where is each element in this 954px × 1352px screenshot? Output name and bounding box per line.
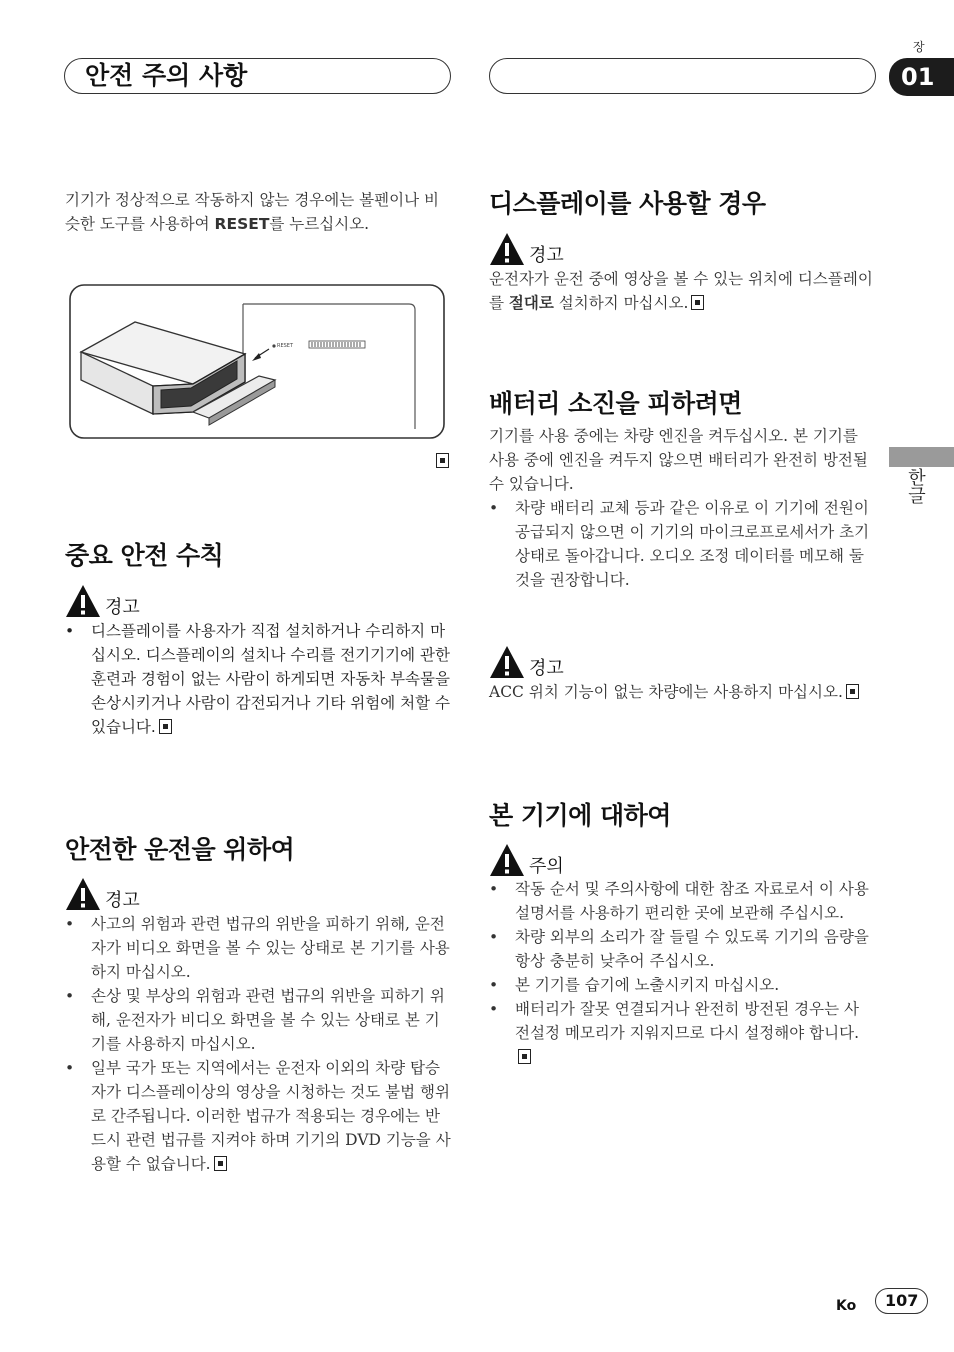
warning-triangle-icon (489, 645, 525, 679)
page-title: 안전 주의 사항 (85, 61, 248, 90)
caution-triangle-icon (489, 843, 525, 877)
section-title-display-use: 디스플레이를 사용할 경우 (489, 189, 766, 218)
section-title-battery: 배터리 소진을 피하려면 (489, 389, 742, 418)
safety-rules-list (65, 619, 453, 739)
list-item: • 작동 순서 및 주의사항에 대한 참조 자료로서 이 사용설명서를 사용하기 편리한 곳에 보관해 주십시오. (489, 877, 873, 925)
reset-keyword: RESET (214, 215, 270, 233)
battery-text: 기기를 사용 중에는 차량 엔진을 켜두십시오. 본 기기를 사용 중에 엔진을 켜두지 않으면 배터리가 완전히 방전될 수 있습니다. (489, 427, 868, 493)
never-keyword: 절대로 (508, 294, 554, 312)
end-mark-icon (846, 684, 859, 699)
chapter-number: 01 (889, 58, 954, 96)
end-mark-icon (691, 295, 704, 310)
caution-header (489, 841, 564, 877)
language-code: Ko (836, 1298, 857, 1314)
reset-intro-text: 기기가 정상적으로 작동하지 않는 경우에는 볼펜이나 비슷한 도구를 사용하여 RESET를 누르십시오. (65, 191, 439, 233)
warning-header (489, 230, 564, 266)
list-item: • 배터리가 잘못 연결되거나 완전히 방전된 경우는 사전설정 메모리가 지워지므로 다시 설정해야 합니다. (489, 997, 873, 1069)
acc-warning-text: ACC 위치 기능이 없는 차량에는 사용하지 마십시오. (489, 680, 873, 704)
list-item: • 손상 및 부상의 위험과 관련 법규의 위반을 피하기 위해, 운전자가 비디오 화면을 볼 수 있는 상태로 본 기기를 사용하지 마십시오. (65, 984, 453, 1056)
section-title-safe-driving: 안전한 운전을 위하여 (65, 835, 295, 864)
list-item: • 사고의 위험과 관련 법규의 위반을 피하기 위해, 운전자가 비디오 화면을 볼 수 있는 상태로 본 기기를 사용하지 마십시오. (65, 912, 453, 984)
list-item: • 디스플레이를 사용자가 직접 설치하거나 수리하지 마십시오. 디스플레이의 설치나 수리를 전기기기에 관한 훈련과 경험이 없는 사람이 하게되면 자동차 부속물을 손상시키거나 사람이 감전되거나 기타 위험에 처할 수 있습니다. (65, 619, 453, 739)
warning-label: 경고 (105, 597, 140, 618)
display-warning-text: 운전자가 운전 중에 영상을 볼 수 있는 위치에 디스플레이를 절대로 설치하지 마십시오. (489, 270, 873, 312)
page-number: 107 (875, 1288, 928, 1314)
caution-label: 주의 (529, 856, 564, 877)
end-mark-icon (159, 719, 172, 734)
header-right-box (489, 58, 876, 94)
language-tab (889, 447, 954, 467)
battery-list (489, 496, 873, 592)
warning-label: 경고 (105, 890, 140, 911)
reset-illustration (69, 284, 445, 439)
safe-driving-list (65, 912, 453, 1176)
about-unit-list (489, 877, 873, 1069)
list-item: • 본 기기를 습기에 노출시키지 마십시오. (489, 973, 873, 997)
reset-figure-label: RESET (277, 343, 294, 349)
warning-label: 경고 (529, 658, 564, 679)
section-title-about-unit: 본 기기에 대하여 (489, 801, 671, 830)
list-item: • 차량 배터리 교체 등과 같은 이유로 이 기기에 전원이 공급되지 않으면 이 기기의 마이크로프로세서가 초기 상태로 돌아갑니다. 오디오 조정 데이터를 메모해 둘 것을 권장합니다. (489, 496, 873, 592)
warning-label: 경고 (529, 245, 564, 266)
figure-end-mark-icon (436, 453, 449, 468)
warning-triangle-icon (65, 584, 101, 618)
end-mark-icon (518, 1049, 531, 1064)
end-mark-icon (214, 1156, 227, 1171)
header-title-box (64, 58, 451, 94)
chapter-label: 장 (913, 40, 925, 54)
list-item: • 차량 외부의 소리가 잘 들릴 수 있도록 기기의 음량을 항상 충분히 낮추어 주십시오. (489, 925, 873, 973)
warning-header (65, 582, 140, 618)
warning-header (65, 875, 140, 911)
reset-figure (69, 284, 445, 439)
section-title-safety-rules: 중요 안전 수칙 (65, 541, 224, 570)
warning-triangle-icon (489, 232, 525, 266)
list-item: • 일부 국가 또는 지역에서는 운전자 이외의 차량 탑승자가 디스플레이상의 영상을 시청하는 것도 불법 행위로 간주됩니다. 이러한 법규가 적용되는 경우에는 반드시 관련 법규를 지켜야 하며 기기의 DVD 기능을 사용할 수 없습니다. (65, 1056, 453, 1176)
warning-triangle-icon (65, 877, 101, 911)
warning-header (489, 643, 564, 679)
language-tab-label: 한글 (905, 468, 926, 504)
